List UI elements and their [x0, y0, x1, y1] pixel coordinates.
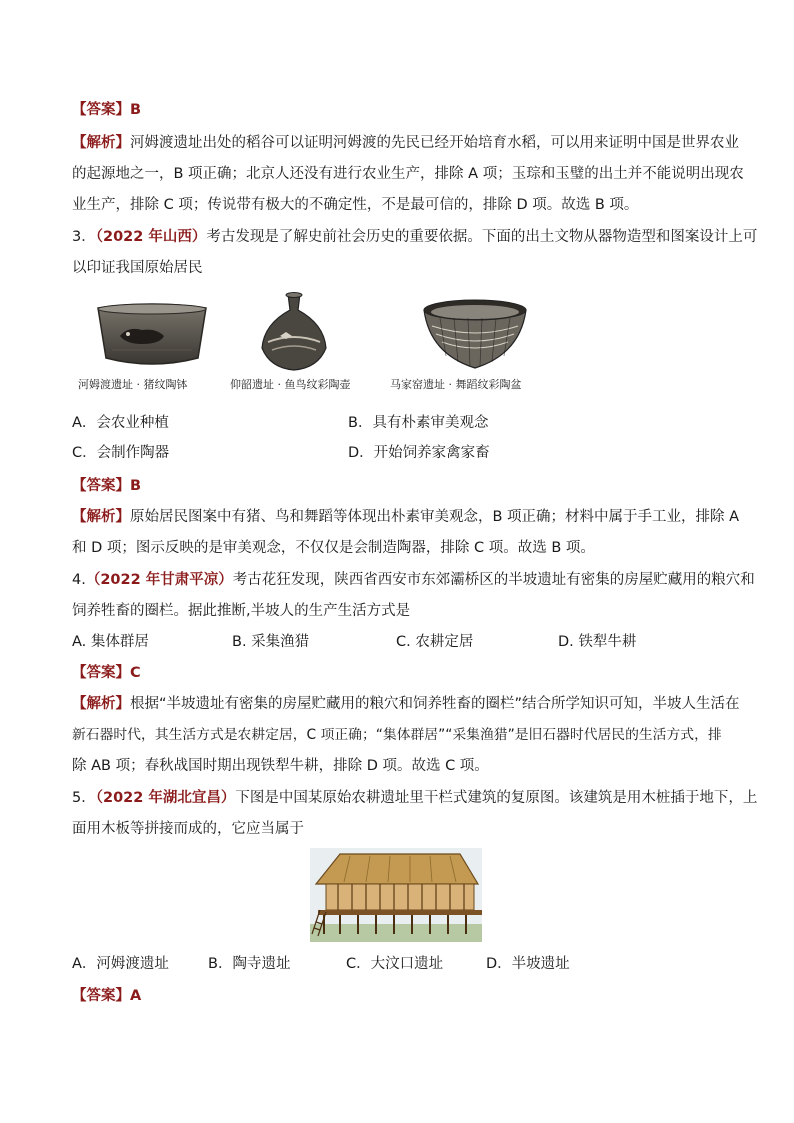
question-source: （2022 年甘肃平凉） [85, 572, 233, 588]
analysis-2-line-3: 业生产，排除 C 项；传说带有极大的不确定性，不是最可信的，排除 D 项。故选 B 项。 [72, 197, 639, 213]
analysis-tag: 【解析】 [72, 135, 130, 151]
answer-2 [72, 100, 732, 120]
option-a[interactable]: A．河姆渡遗址 [72, 956, 169, 972]
question-4-line-1 [72, 570, 755, 590]
question-number: 5． [72, 790, 96, 806]
answer-tag: 【答案】 [72, 988, 130, 1004]
analysis-2-line-1 [72, 133, 739, 153]
option-c[interactable]: C．会制作陶器 [72, 445, 170, 461]
answer-value: B [130, 478, 142, 494]
analysis-tag: 【解析】 [72, 509, 130, 525]
answer-tag: 【答案】 [72, 665, 130, 681]
option-c[interactable]: C．大汶口遗址 [346, 956, 444, 972]
stilt-house-image [310, 848, 482, 942]
analysis-text: 河姆渡遗址出处的稻谷可以证明河姆渡的先民已经开始培育水稻，可以用来证明中国是世界农业 [130, 135, 739, 151]
option-a[interactable]: A．会农业种植 [72, 415, 169, 431]
answer-value: A [130, 988, 142, 1004]
caption-dance-basin: 马家窑遗址 · 舞蹈纹彩陶盆 [390, 378, 522, 391]
analysis-4-line-2: 新石器时代，其生活方式是农耕定居，C 项正确；“集体群居”“采集渔猎”是旧石器时代居民的生活方式，排 [72, 727, 722, 743]
answer-tag: 【答案】 [72, 478, 130, 494]
question-number: 4. [72, 572, 86, 588]
fish-bird-pottery-pot-image [258, 292, 330, 374]
question-text: 考古发现是了解史前社会历史的重要依据。下面的出土文物从器物造型和图案设计上可 [206, 229, 758, 245]
answer-value: B [130, 102, 142, 118]
question-5-line-2: 面用木板等拼接而成的，它应当属于 [72, 821, 304, 837]
question-source: （2022 年湖北宜昌） [95, 790, 236, 806]
question-text: 下图是中国某原始农耕遗址里干栏式建筑的复原图。该建筑是用木桩插于地下，上 [235, 790, 758, 806]
answer-5 [72, 986, 732, 1006]
analysis-3-line-1 [72, 507, 740, 527]
answer-3 [72, 476, 732, 496]
option-b[interactable]: B. 采集渔猎 [232, 634, 310, 650]
question-4-line-2: 饲养牲畜的圈栏。据此推断,半坡人的生产生活方式是 [72, 603, 411, 619]
analysis-text: 根据“半坡遗址有密集的房屋贮藏用的粮穴和饲养牲畜的圈栏”结合所学知识可知，半坡人生活在 [130, 696, 740, 712]
option-b[interactable]: B．陶寺遗址 [208, 956, 291, 972]
dance-pattern-basin-image [420, 296, 530, 372]
caption-pig-bowl: 河姆渡遗址 · 猪纹陶钵 [78, 378, 188, 391]
analysis-text: 原始居民图案中有猪、鸟和舞蹈等体现出朴素审美观念，B 项正确；材料中属于手工业，排除 A [130, 509, 740, 525]
answer-value: C [130, 665, 141, 681]
analysis-4-line-1 [72, 694, 740, 714]
analysis-tag: 【解析】 [72, 696, 130, 712]
question-source: （2022 年山西） [95, 229, 207, 245]
option-b[interactable]: B．具有朴素审美观念 [348, 415, 489, 431]
question-3-line-2: 以印证我国原始居民 [72, 260, 203, 276]
option-d[interactable]: D．开始饲养家禽家畜 [348, 445, 490, 461]
analysis-4-line-3: 除 AB 项；春秋战国时期出现铁犁牛耕，排除 D 项。故选 C 项。 [72, 758, 489, 774]
question-number: 3． [72, 229, 96, 245]
pig-pattern-bowl-image [92, 300, 212, 370]
question-3-line-1 [72, 227, 758, 247]
analysis-2-line-2: 的起源地之一，B 项正确；北京人还没有进行农业生产，排除 A 项；玉琮和玉璧的出土并不能说明出现农 [72, 166, 744, 182]
answer-4 [72, 663, 732, 683]
question-text: 考古花狂发现，陕西省西安市东郊灞桥区的半坡遗址有密集的房屋贮藏用的粮穴和 [232, 572, 755, 588]
option-c[interactable]: C. 农耕定居 [396, 634, 474, 650]
question-5-line-1 [72, 788, 758, 808]
option-a[interactable]: A. 集体群居 [72, 634, 149, 650]
analysis-3-line-2: 和 D 项；图示反映的是审美观念，不仅仅是会制造陶器，排除 C 项。故选 B 项。 [72, 540, 595, 556]
option-d[interactable]: D. 铁犁牛耕 [558, 634, 637, 650]
caption-fish-bird-pot: 仰韶遗址 · 鱼鸟纹彩陶壶 [230, 378, 351, 391]
option-d[interactable]: D．半坡遗址 [486, 956, 570, 972]
answer-tag: 【答案】 [72, 102, 130, 118]
